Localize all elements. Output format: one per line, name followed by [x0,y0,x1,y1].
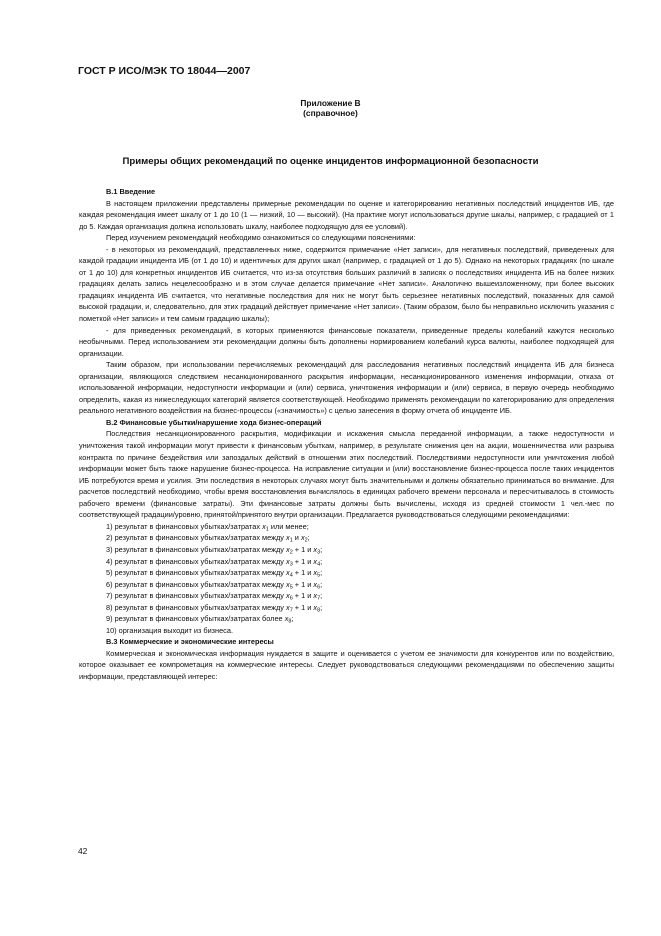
section-b2-paragraph-1: Последствия несанкционированного раскрытия, модификации и искажения смысла переданной информации, а также недоступности и уничтожения такой информации могут привести к финансовым убыткам, например, в результате снижения цен на акции, мошенничества или разрыва контракта по причине бездействия или запоздалых действий в отношении этих последствий. Последствиями недоступности или уничтожения любой информации может быть также нарушение бизнес-процесса. На исправление ситуации и (или) восстановление бизнес-процесса после таких инцидентов ИБ потребуются время и усилия. Эти последствия в некоторых случаях могут быть значительными и должны обязательно приниматься во внимание. Для расчетов последствий необходимо, чтобы время восстановления вычислялось в единицах рабочего времени персонала и пересчитывалось в стоимость рабочего времени (финансовые затраты). Эти финансовые затраты должны быть вычислены, исходя из средней стоимости 1 чел.-мес по соответствующей градации/уровню, принятой/принятого внутри организации. Предлагается руководствоваться следующими рекомендациями: [79,429,614,520]
list-item: 4) результат в финансовых убытках/затратах между $x_3 + 1$ и $x_4$; [106,556,323,567]
loss-scale-list [79,521,614,636]
list-item: 10) организация выходит из бизнеса. [106,625,233,635]
list-item: 7) результат в финансовых убытках/затратах между $x_6 + 1$ и $x_7$; [106,591,323,602]
section-b1-paragraph-5: Таким образом, при использовании перечисляемых рекомендаций для расследования негативных последствий инцидента ИБ для бизнеса организации, являющихся следствием несанкционированного раскрытия информации, несанкционированного изменения информации, отказа от использованной информации, недоступности информации и (или) сервиса, уничтожения информации и (или) сервиса, в первую очередь необходимо определить, какая из нижеследующих категорий является соответствующей. Необходимо применять рекомендации по категорированию для определения реального негативного воздействия на бизнес-процессы («значимость») с целью занесения в форму отчета об инциденте ИБ. [79,360,614,416]
list-item: 6) результат в финансовых убытках/затратах между $x_5 + 1$ и $x_6$; [106,579,323,591]
section-b3-paragraph-1: Коммерческая и экономическая информация нуждается в защите и оценивается с учетом ее значимости для конкурентов или по воздействию, которое оказывает ее компрометация на коммерческие интересы. Следует руководствоваться следующими рекомендациями по обеспечению защиты информации, представляющей интерес: [79,648,614,681]
annex-heading [0,98,661,118]
list-item: 5) результат в финансовых убытках/затратах между $x_4 + 1$ и $x_5$; [106,568,323,579]
list-item: 3) результат в финансовых убытках/затратах между $x_2 + 1$ и $x_3$; [106,544,323,556]
section-b1-paragraph-1: В настоящем приложении представлены примерные рекомендации по оценке и категорированию негативных последствий инцидентов ИБ, где каждая рекомендация имеет шкалу от 1 до 10 (1 — низкий, 10 — высокий). (На практике могут использоваться другие шкалы, например, с градацией от 1 до 5. Каждая организация должна использовать шкалу, наиболее подходящую для ее условий). [79,198,614,231]
section-b3-heading: В.3 Коммерческие и экономические интересы [106,637,274,647]
list-item: 8) результат в финансовых убытках/затратах между $x_7 + 1$ и $x_8$; [106,602,323,614]
annex-label: Приложение В [300,98,361,108]
section-b1-paragraph-3: - в некоторых из рекомендаций, представленных ниже, содержится примечание «Нет записи», для негативных последствий, приведенных для каждой градации инцидента ИБ (от 1 до 10) и идентичных для других шкал (например, с градацией от 1 до 5). Однако на некоторых градациях (по шкале от 1 до 10) для конкретных инцидентов ИБ считается, что из-за отсутствия больших различий в записях о последствиях инцидента ИБ на более низких градациях делать запись нецелесообразно и в этом случае делается примечание «Нет записи». Аналогично вышеизложенному, при более высоких градациях инцидента ИБ считается, что негативные последствия для них не могут быть серьезнее негативных последствий, показанных для самой высокой градации, и, следовательно, для этих градаций действует примечание «Нет записи». (Таким образом, было бы неправильно исключить указания с пометкой «Нет записи» и тем самым градацию шкалы); [79,244,614,324]
section-b1-paragraph-2: Перед изучением рекомендаций необходимо ознакомиться со следующими пояснениями: [106,233,416,243]
list-item: 9) результат в финансовых убытках/затратах более $x_8$; [106,614,294,625]
document-body [79,186,614,683]
section-b1-paragraph-4: - для приведенных рекомендаций, в которых применяются финансовые показатели, приведенные пределы колебаний кажутся несколько необычными. Перед использованием эти рекомендации должны быть дополнены нормированием колебаний курса валюты, наиболее подходящей для организации. [79,325,614,358]
section-b2-heading: В.2 Финансовые убытки/нарушение хода бизнес-операций [106,417,322,427]
section-b1-heading: В.1 Введение [106,187,156,196]
page-number: 42 [78,846,88,856]
annex-kind: (справочное) [303,108,358,118]
list-item: 2) результат в финансовых убытках/затратах между $x_1$ и $x_2$; [106,533,310,544]
annex-title: Примеры общих рекомендаций по оценке инцидентов информационной безопасности [122,156,539,167]
document-header: ГОСТ Р ИСО/МЭК ТО 18044—2007 [78,65,251,77]
list-item: 1) результат в финансовых убытках/затратах $x_1$ или менее; [106,521,309,533]
